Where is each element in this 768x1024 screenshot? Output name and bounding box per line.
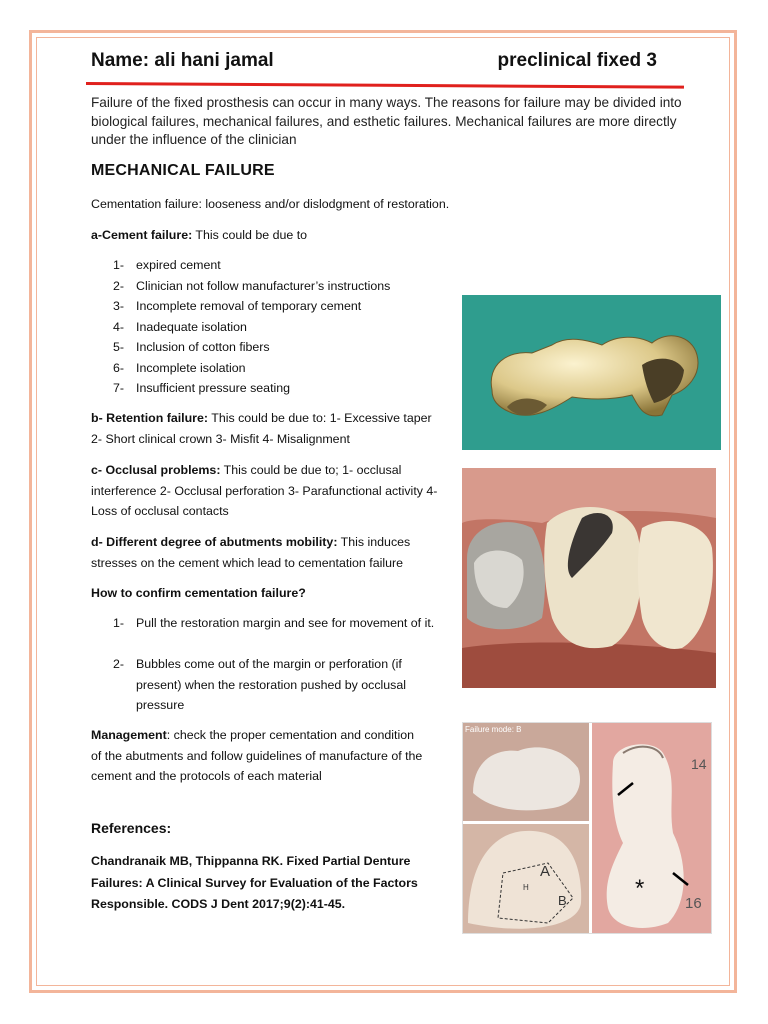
abutment-mobility [91,532,446,573]
mobility-label: d- Different degree of abutments mobility: [91,535,338,549]
bridge-illustration [462,295,721,450]
student-name: Name: ali hani jamal [91,50,274,71]
list-item: 1- Pull the restoration margin and see for movement of it. [113,616,435,630]
figure-label-b: B [558,893,567,908]
management-label: Management [91,728,167,742]
section-title: MECHANICAL FAILURE [91,162,275,179]
retention-text: This could be due to: 1- Excessive taper 2- Short clinical crown 3- Misfit 4- Misalignment [91,411,432,446]
list-item: 2- Bubbles come out of the margin or perforation (if present) when the restoration pushed by occlusal pressure [113,657,406,712]
retention-failure [91,408,441,449]
failure-mode-figure [462,722,712,934]
asterisk-marker: * [635,875,645,902]
course-title: preclinical fixed 3 [497,50,657,71]
list-item: 4- Inadequate isolation [113,319,247,334]
list-item: 7- Insufficient pressure seating [113,381,291,395]
intraoral-photo [462,468,716,688]
list-item: 1- expired cement [113,258,221,272]
intraoral-illustration [462,468,716,688]
list-item: 2- Clinician not follow manufacturer’s instructions [113,278,391,293]
management [91,725,426,787]
occlusal-text: This could be due to; 1- occlusal interference 2- Occlusal perforation 3- Parafunctional activity 4- Loss of occlusal contacts [91,463,438,518]
cementation-definition: Cementation failure: looseness and/or dislodgment of restoration. [91,197,450,211]
intro-paragraph: Failure of the fixed prosthesis can occur in many ways. The reasons for failure may be divided into biological failures, mechanical failures, and esthetic failures. Mechanical failures are more directly under the influence of the clinician [91,95,682,147]
bridge-photo [462,295,721,450]
tooth-number-16: 16 [685,895,702,912]
figure-label-a: A [540,863,551,880]
figure-caption: Failure mode: B [465,725,522,734]
failure-mode-illustration [463,723,712,934]
confirm-steps-list [113,613,445,716]
mobility-text: This induces stresses on the cement which lead to cementation failure [91,535,411,570]
reference-citation: Chandranaik MB, Thippanna RK. Fixed Partial Denture Failures: A Clinical Survey for Evaluation of the Factors Responsible. CODS J Dent 2017;9(2):41-45. [91,854,418,911]
cement-failure-label: a-Cement failure: [91,228,193,242]
retention-label: b- Retention failure: [91,411,209,425]
tooth-number-14: 14 [691,756,707,772]
list-item: 5- Inclusion of cotton fibers [113,340,270,354]
header [91,50,657,76]
occlusal-problems [91,460,441,522]
occlusal-label: c- Occlusal problems: [91,463,221,477]
list-item: 3- Incomplete removal of temporary cement [113,299,362,313]
cement-failure-text: This could be due to [192,228,308,242]
cement-failure-heading [91,225,307,246]
management-text: : check the proper cementation and condition of the abutments and follow guidelines of manufacture of the cement and the protocols of each material [91,728,423,783]
confirm-question: How to confirm cementation failure? [91,586,306,600]
figure-label-h: H [523,883,529,892]
references-title: References: [91,820,172,836]
cement-causes-list [113,255,390,399]
list-item: 6- Incomplete isolation [113,360,246,375]
